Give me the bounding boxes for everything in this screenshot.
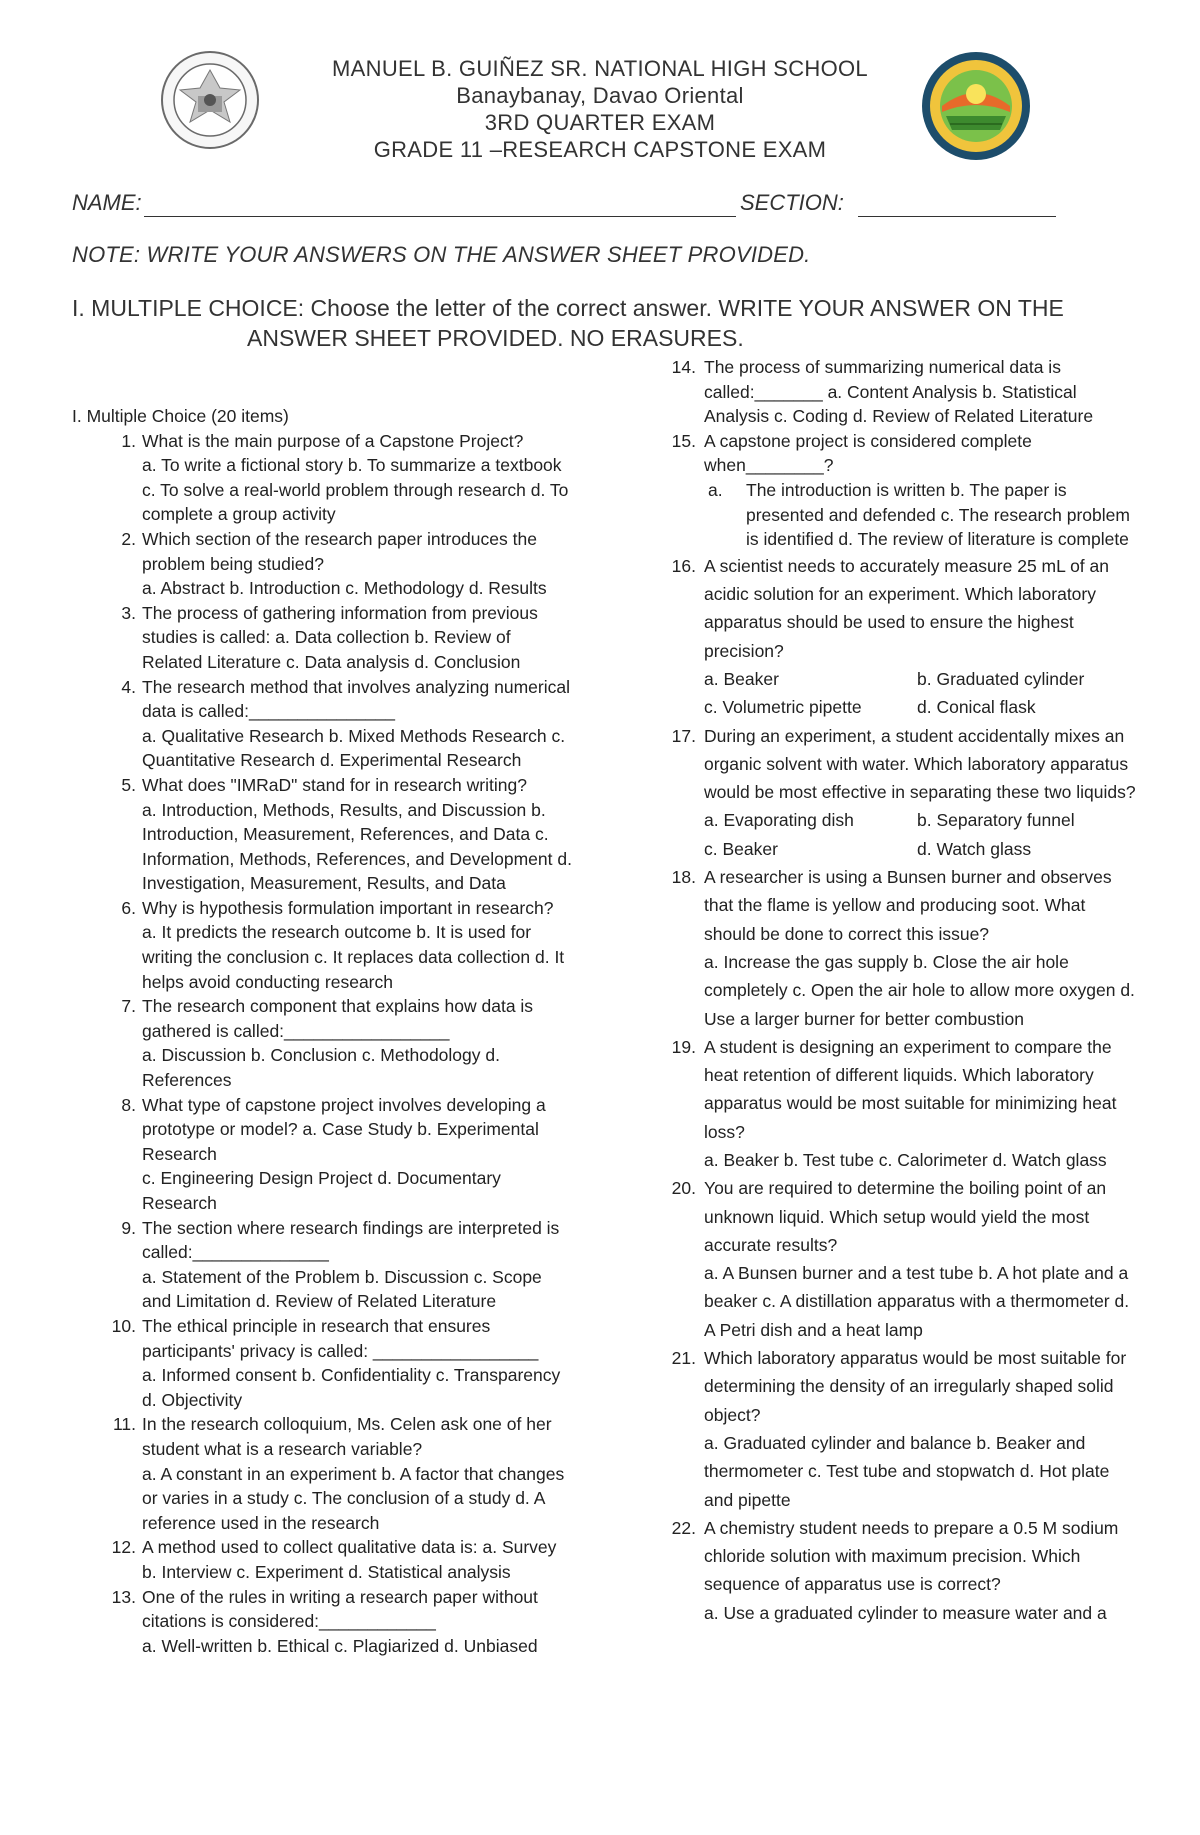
option-lead: a. [708,479,723,500]
instructions-line1: I. MULTIPLE CHOICE: Choose the letter of the correct answer. WRITE YOUR ANSWER ON THE [72,295,1064,321]
question-stem: The process of gathering information from previous studies is called: a. Data collection b. Review of Related Literature c. Data analysis d. Conclusion [142,602,538,672]
options-row [704,693,1138,721]
question-11 [72,1412,572,1535]
question-2 [72,527,572,601]
question-stem: The research component that explains how data is gathered is called:_________________ [142,996,534,1041]
question-number: 8. [121,1094,136,1115]
question-options: a. A Bunsen burner and a test tube b. A hot plate and a beaker c. A distillation apparatus with a thermometer d. A Petri dish and a heat lamp [704,1263,1130,1340]
question-options: a. Well-written b. Ethical c. Plagiarized d. Unbiased [142,1635,538,1656]
mc-instructions [72,293,1132,353]
question-number: 12. [111,1537,136,1558]
options-row [704,806,1138,834]
option-d: d. Watch glass [917,838,1032,859]
question-options: a. Informed consent b. Confidentiality c. Transparency d. Objectivity [142,1365,561,1410]
question-number: 22. [671,1517,696,1538]
question-stem: During an experiment, a student accidentally mixes an organic solvent with water. Which laboratory apparatus would be most effective in separating these two liquids? [704,725,1136,803]
question-number: 19. [671,1036,696,1057]
question-stem: One of the rules in writing a research paper without citations is considered:____________ [142,1586,538,1632]
question-options: a. Increase the gas supply b. Close the air hole completely c. Open the air hole to allow more oxygen d. Use a larger burner for better combustion [704,951,1135,1029]
question-3 [72,601,572,675]
options-row [704,835,1138,863]
question-7 [72,994,572,1092]
question-14 [668,355,1138,429]
question-options: a. Graduated cylinder and balance b. Beaker and thermometer c. Test tube and stopwatch d. Hot plate and pipette [704,1432,1110,1510]
question-number: 3. [121,602,136,623]
question-stem: A student is designing an experiment to compare the heat retention of different liquids. Which laboratory apparatus would be most suitable for minimizing heat loss? [704,1036,1117,1142]
question-stem: The ethical principle in research that ensures participants' privacy is called: _________________ [142,1315,539,1361]
question-stem: Why is hypothesis formulation important in research? [142,897,554,918]
question-13 [72,1585,572,1659]
question-options: a. It predicts the research outcome b. It is used for writing the conclusion c. It replaces data collection d. It helps avoid conducting research [142,922,565,992]
question-number: 10. [111,1315,136,1336]
question-20 [668,1174,1138,1344]
question-number: 7. [121,996,136,1017]
question-10 [72,1314,572,1412]
question-number: 17. [671,725,696,746]
question-options: c. Engineering Design Project d. Documentary Research [142,1168,501,1213]
question-number: 6. [121,897,136,918]
name-section-row [72,190,1122,220]
question-options: a. A constant in an experiment b. A factor that changes or varies in a study c. The conclusion of a study d. A reference used in the research [142,1463,565,1533]
question-options [704,478,1138,552]
question-9 [72,1216,572,1314]
question-number: 20. [671,1178,696,1199]
option-text: The introduction is written b. The paper is presented and defended c. The research problem is identified d. The review of literature is complete [746,479,1130,550]
question-6 [72,896,572,994]
question-number: 13. [111,1586,136,1607]
question-8 [72,1093,572,1216]
question-4 [72,675,572,773]
question-18 [668,863,1138,1033]
left-column [72,404,572,1658]
option-c: c. Volumetric pipette [704,697,862,718]
question-21 [668,1344,1138,1514]
section-label: SECTION: [740,190,844,215]
question-number: 1. [121,430,136,451]
question-options: a. Beaker b. Test tube c. Calorimeter d. Watch glass [704,1149,1107,1170]
question-number: 11. [112,1414,136,1435]
question-options: a. Statement of the Problem b. Discussion c. Scope and Limitation d. Review of Related Literature [142,1266,542,1312]
instructions-line2: ANSWER SHEET PROVIDED. NO ERASURES. [247,325,744,351]
question-number: 14. [671,357,696,377]
question-stem: The research method that involves analyzing numerical data is called:_______________ [142,676,570,722]
section-blank[interactable] [858,216,1056,217]
question-19 [668,1033,1138,1174]
question-stem: What does "IMRaD" stand for in research writing? [142,774,527,795]
name-blank[interactable] [144,216,736,217]
question-stem: Which section of the research paper introduces the problem being studied? [142,528,537,574]
question-stem: You are required to determine the boiling point of an unknown liquid. Which setup would yield the most accurate results? [704,1178,1107,1255]
question-options: a. Abstract b. Introduction c. Methodology d. Results [142,578,547,599]
question-16 [668,552,1138,722]
school-name: MANUEL B. GUIÑEZ SR. NATIONAL HIGH SCHOOL [332,56,868,81]
option-a: a. Evaporating dish [704,810,854,831]
question-options: a. Use a graduated cylinder to measure water and a [704,1602,1107,1623]
question-number: 15. [671,430,696,451]
question-options: a. Qualitative Research b. Mixed Methods Research c. Quantitative Research d. Experimental Research [142,725,566,771]
question-stem: A researcher is using a Bunsen burner and observes that the flame is yellow and producing soot. What should be done to correct this issue? [704,867,1112,944]
option-d: d. Conical flask [917,697,1036,718]
question-number: 18. [671,867,696,888]
options-row [704,665,1138,693]
question-number: 16. [671,555,696,576]
exam-subject: GRADE 11 –RESEARCH CAPSTONE EXAM [373,137,827,162]
question-stem: A method used to collect qualitative data is: a. Survey b. Interview c. Experiment d. Statistical analysis [142,1537,557,1582]
question-17 [668,722,1138,863]
question-number: 21. [671,1348,696,1369]
question-stem: A chemistry student needs to prepare a 0.5 M sodium chloride solution with maximum precision. Which sequence of apparatus use is correct? [704,1517,1119,1595]
exam-title: 3RD QUARTER EXAM [484,110,716,135]
question-options: a. To write a fictional story b. To summarize a textbook c. To solve a real-world problem through research d. To complete a group activity [142,455,569,525]
question-stem: The section where research findings are interpreted is called:______________ [142,1217,560,1263]
section-title: I. Multiple Choice (20 items) [72,406,289,426]
option-b: b. Separatory funnel [917,810,1075,831]
school-header [0,55,1200,163]
question-number: 2. [121,528,136,549]
question-stem: Which laboratory apparatus would be most suitable for determining the density of an irregularly shaped solid object? [704,1348,1127,1425]
question-stem: A scientist needs to accurately measure 25 mL of an acidic solution for an experiment. Which laboratory apparatus should be used to ensure the highest precision? [704,555,1109,661]
option-a: a. Beaker [704,668,779,689]
question-options: a. Introduction, Methods, Results, and Discussion b. Introduction, Measurement, References, and Data c. Information, Methods, References, and Development d. Investigation, Measurement, Results, and Data [142,799,572,894]
question-number: 4. [121,676,136,697]
question-15 [668,429,1138,552]
question-number: 5. [121,774,136,795]
question-stem: What is the main purpose of a Capstone Project? [142,430,524,451]
school-location: Banaybanay, Davao Oriental [456,83,744,108]
question-stem: The process of summarizing numerical data is called:_______ a. Content Analysis b. Statistical Analysis c. Coding d. Review of Related Literature [704,357,1094,427]
question-22 [668,1514,1138,1627]
question-number: 9. [121,1217,136,1238]
option-b: b. Graduated cylinder [917,668,1085,689]
question-1 [72,429,572,527]
question-12 [72,1535,572,1584]
right-column [668,355,1138,1627]
question-stem: What type of capstone project involves developing a prototype or model? a. Case Study b. Experimental Research [142,1094,546,1164]
name-label: NAME: [72,190,142,215]
option-c: c. Beaker [704,838,778,859]
question-stem: A capstone project is considered complete when________? [704,430,1032,476]
question-stem: In the research colloquium, Ms. Celen ask one of her student what is a research variable? [142,1414,552,1459]
note-text: NOTE: WRITE YOUR ANSWERS ON THE ANSWER SHEET PROVIDED. [72,242,811,267]
question-options: a. Discussion b. Conclusion c. Methodology d. References [142,1045,500,1091]
question-5 [72,773,572,896]
